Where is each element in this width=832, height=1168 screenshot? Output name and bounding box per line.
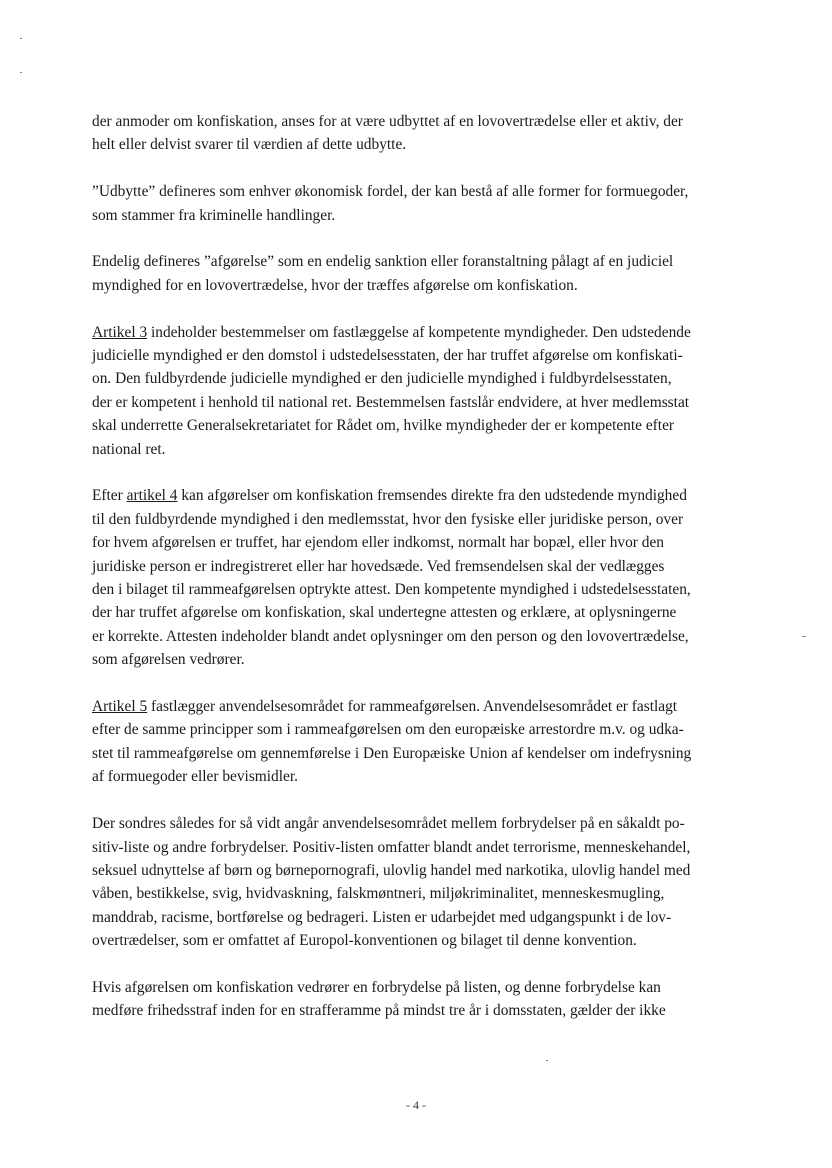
article-3-reference: Artikel 3 xyxy=(92,323,148,341)
text-line: af formuegoder eller bevismidler. xyxy=(92,768,298,786)
paragraph-3 xyxy=(92,250,752,297)
text-line: den i bilaget til rammeafgørelsen optrykte attest. Den kompetente myndighed i udstedelsesstaten, xyxy=(92,581,691,599)
text-line: stet til rammeafgørelse om gennemførelse i Den Europæiske Union af kendelser om indefrysning xyxy=(92,744,692,762)
text-line: efter de samme principper som i rammeafgørelsen om den europæiske arrestordre m.v. og udka- xyxy=(92,721,684,739)
text-line: Endelig defineres ”afgørelse” som en endelig sanktion eller foranstaltning pålagt af en judiciel xyxy=(92,253,674,271)
paragraph-article-5 xyxy=(92,695,752,789)
text-fragment: kan afgørelser om konfiskation fremsendes direkte fra den udstedende myndighed xyxy=(177,487,687,505)
text-line: for hvem afgørelsen er truffet, har ejendom eller indkomst, normalt har bopæl, eller hvor den xyxy=(92,534,664,552)
text-line: Hvis afgørelsen om konfiskation vedrører en forbrydelse på listen, og denne forbrydelse kan xyxy=(92,978,661,996)
paragraph-positive-list xyxy=(92,812,752,952)
text-line: som stammer fra kriminelle handlinger. xyxy=(92,206,336,224)
text-fragment: Efter xyxy=(92,487,127,505)
paragraph-article-3 xyxy=(92,321,752,461)
text-line: som afgørelsen vedrører. xyxy=(92,651,245,669)
text-line xyxy=(92,484,752,507)
scan-speck xyxy=(802,636,806,637)
text-line: helt eller delvist svarer til værdien af dette udbytte. xyxy=(92,136,407,154)
paragraph-1 xyxy=(92,110,752,157)
page-number: - 4 - xyxy=(406,1098,426,1112)
text-line: judicielle myndighed er den domstol i udstedelsesstaten, der har truffet afgørelse om konfiskati- xyxy=(92,347,683,365)
article-5-reference: Artikel 5 xyxy=(92,698,148,716)
text-line: seksuel udnyttelse af børn og børnepornografi, ulovlig handel med narkotika, ulovlig handel med xyxy=(92,861,691,879)
text-line: juridiske person er indregistreret eller har hovedsæde. Ved fremsendelsen skal der vedlægges xyxy=(92,557,665,575)
scan-speck xyxy=(20,38,22,39)
paragraph-2 xyxy=(92,180,752,227)
text-line: medføre frihedsstraf inden for en strafferamme på mindst tre år i domsstaten, gælder der ikke xyxy=(92,1002,666,1020)
paragraph-article-4 xyxy=(92,484,752,671)
paragraph-8 xyxy=(92,976,752,1023)
text-line xyxy=(92,321,752,344)
article-4-reference: artikel 4 xyxy=(126,487,178,505)
text-fragment: fastlægger anvendelsesområdet for rammeafgørelsen. Anvendelsesområdet er fastlagt xyxy=(147,698,678,716)
text-line: national ret. xyxy=(92,440,166,458)
text-line: der er kompetent i henhold til national ret. Bestemmelsen fastslår endvidere, at hver medlemsstat xyxy=(92,393,690,411)
scan-speck xyxy=(20,72,22,73)
text-line: sitiv-liste og andre forbrydelser. Positiv-listen omfatter blandt andet terrorisme, menneskehandel, xyxy=(92,838,691,856)
text-line xyxy=(92,695,752,718)
text-line: Der sondres således for så vidt angår anvendelsesområdet mellem forbrydelser på en såkaldt po- xyxy=(92,815,685,833)
text-line: der har truffet afgørelse om konfiskation, skal undertegne attesten og erklære, at oplysningerne xyxy=(92,604,677,622)
text-fragment: indeholder bestemmelser om fastlæggelse af kompetente myndigheder. Den udstedende xyxy=(147,323,691,341)
text-line: er korrekte. Attesten indeholder blandt andet oplysninger om den person og den lovovertrædelse, xyxy=(92,627,689,645)
text-line: skal underrette Generalsekretariatet for Rådet om, hvilke myndigheder der er kompetente efter xyxy=(92,417,675,435)
scan-speck xyxy=(546,1060,548,1061)
text-line: til den fuldbyrdende myndighed i den medlemsstat, hvor den fysiske eller juridiske person, over xyxy=(92,510,684,528)
text-line: overtrædelser, som er omfattet af Europol-konventionen og bilaget til denne konvention. xyxy=(92,932,637,950)
document-body xyxy=(92,110,752,1046)
text-line: der anmoder om konfiskation, anses for at være udbyttet af en lovovertrædelse eller et aktiv, der xyxy=(92,113,683,130)
text-line: myndighed for en lovovertrædelse, hvor der træffes afgørelse om konfiskation. xyxy=(92,276,578,294)
text-line: manddrab, racisme, bortførelse og bedrageri. Listen er udarbejdet med udgangspunkt i de lov- xyxy=(92,908,672,926)
text-line: våben, bestikkelse, svig, hvidvaskning, falskmøntneri, miljøkriminalitet, menneskesmugling, xyxy=(92,885,665,903)
text-line: on. Den fuldbyrdende judicielle myndighed er den judicielle myndighed i fuldbyrdelsesstaten, xyxy=(92,370,672,388)
text-line: ”Udbytte” defineres som enhver økonomisk fordel, der kan bestå af alle former for formuegoder, xyxy=(92,183,689,201)
